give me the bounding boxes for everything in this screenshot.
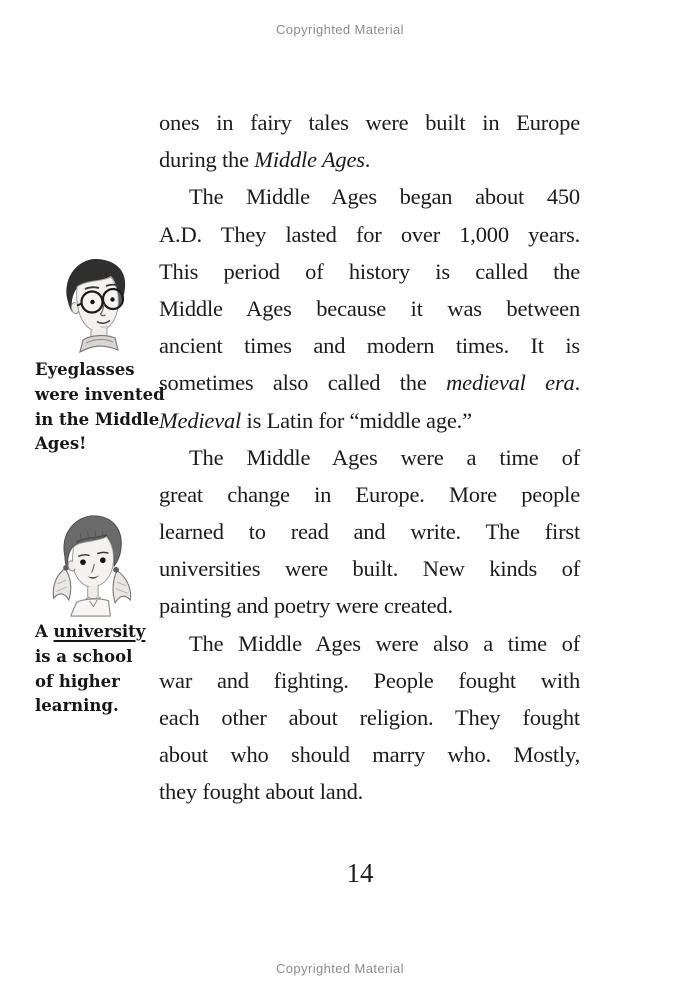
copyright-notice-bottom: Copyrighted Material [276, 961, 404, 976]
text-line: each other about religion. They fought [159, 705, 580, 730]
text-line: sometimes also called the medieval era. [159, 370, 581, 396]
caption-line: Ages! [35, 434, 87, 454]
text-line: Middle Ages because it was between [159, 295, 580, 321]
text-line: Medieval is Latin for “middle age.” [159, 407, 472, 433]
caption-line: Eyeglasses [35, 360, 135, 379]
girl-with-pigtails-illustration [48, 512, 135, 618]
caption-line: of higher [35, 671, 120, 691]
text-line: A.D. They lasted for over 1,000 years. [159, 221, 580, 247]
text-line: universities were built. New kinds of [159, 556, 580, 582]
caption-line: is a school [35, 646, 133, 666]
text-line: This period of history is called the [159, 258, 580, 284]
text-line: ones in fairy tales were built in Europe [159, 110, 580, 135]
text-line: war and fighting. People fought with [159, 667, 580, 693]
text-line: painting and poetry were created. [159, 593, 453, 619]
text-line: they fought about land. [159, 779, 364, 805]
caption-line: in the Middle [35, 409, 160, 429]
page-number: 14 [346, 858, 374, 888]
text-line: during the Middle Ages. [159, 147, 371, 173]
text-line: learned to read and write. The first [159, 519, 580, 545]
margin-caption-university [35, 620, 145, 719]
caption-line: A university [35, 622, 146, 641]
text-line: about who should marry who. Mostly, [159, 742, 580, 768]
margin-caption-eyeglasses [35, 358, 165, 457]
text-line: The Middle Ages were also a time of [189, 630, 580, 656]
caption-line: were invented [35, 384, 165, 404]
text-line: The Middle Ages began about 450 [189, 184, 580, 210]
copyright-notice-top: Copyrighted Material [276, 22, 404, 37]
boy-with-eyeglasses-illustration [55, 256, 135, 354]
caption-line: learning. [35, 696, 119, 716]
body-text [159, 104, 580, 811]
text-line: The Middle Ages were a time of [189, 444, 580, 470]
text-line: ancient times and modern times. It is [159, 333, 580, 359]
text-line: great change in Europe. More people [159, 481, 580, 507]
